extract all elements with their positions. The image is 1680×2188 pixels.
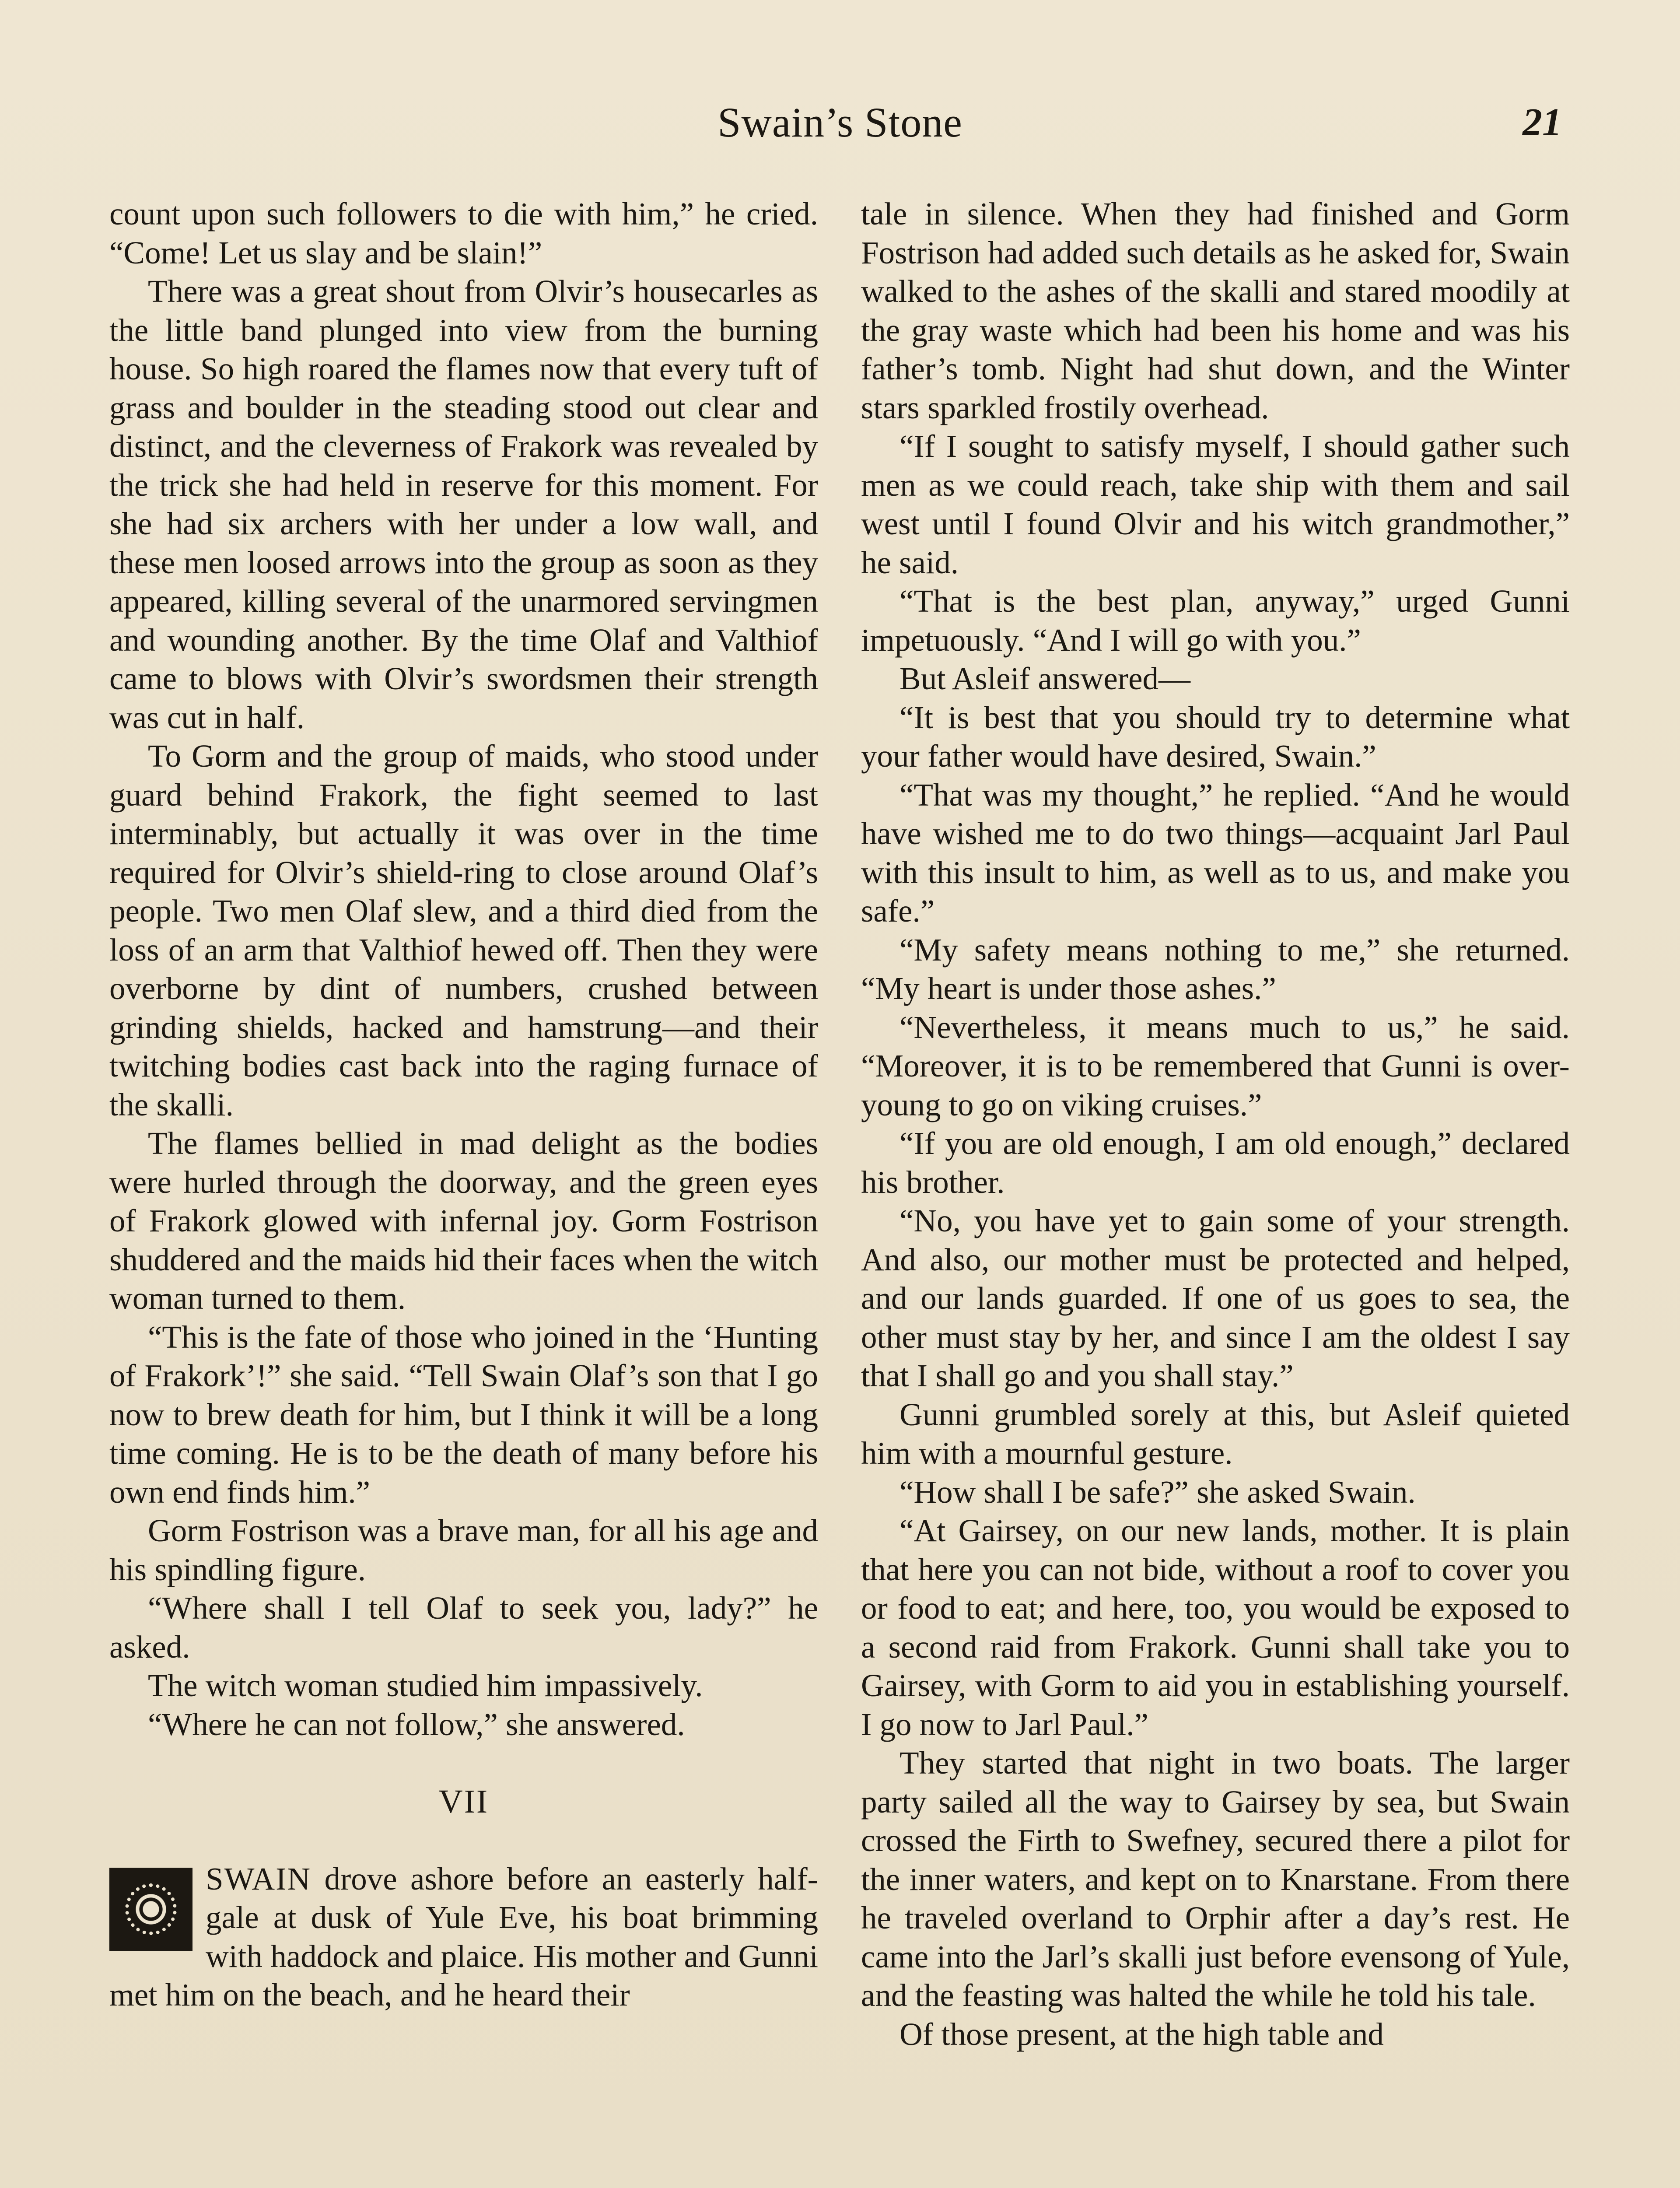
paragraph: “If you are old enough, I am old enough,” declared his brother. bbox=[861, 1126, 1570, 1200]
paragraph: Gunni grumbled sorely at this, but Asleif quieted him with a mournful gesture. bbox=[861, 1396, 1570, 1471]
paragraph: There was a great shout from Olvir’s housecarles as the little band plunged into view from the burning house. So high roared the flames now that every tuft of grass and boulder in the steading stood out clear and distinct, and the cleverness of Frakork was revealed by the trick she had held in reserve for this moment. For she had six archers with her under a low wall, and these men loosed arrows into the group as soon as they appeared, killing several of the unarmored servingmen and wounding another. By the time Olaf and Valthiof came to blows with Olvir’s swordsmen their strength was cut in half. bbox=[109, 274, 818, 735]
ornamental-initial-icon bbox=[109, 1868, 192, 1951]
chapter-heading: VII bbox=[438, 1783, 489, 1820]
paragraph: “My safety means nothing to me,” she returned. “My heart is under those ashes.” bbox=[861, 932, 1570, 1006]
running-title: Swain’s Stone bbox=[718, 99, 962, 146]
paragraph: But Asleif answered— bbox=[900, 661, 1190, 696]
paragraph: “That is the best plan, anyway,” urged Gunni impetuously. “And I will go with you.” bbox=[861, 583, 1570, 658]
paragraph: “Where he can not follow,” she answered. bbox=[148, 1706, 685, 1742]
paragraph: “If I sought to satisfy myself, I should gather such men as we could reach, take ship with them and sail west until I found Olvir and his witch grandmother,” he said. bbox=[861, 428, 1570, 580]
paragraph: “It is best that you should try to determine what your father would have desired, Swain.” bbox=[861, 699, 1570, 774]
paragraph-text: drove ashore before an easterly half-gale at dusk of Yule Eve, his boat brimming with haddock and plaice. His mother and Gunni met him on the beach, and he heard their bbox=[109, 1861, 818, 2013]
paragraph: The flames bellied in mad delight as the bodies were hurled through the doorway, and the green eyes of Frakork glowed with infernal joy. Gorm Fostrison shuddered and the maids hid their faces when the witch woman turned to them. bbox=[109, 1126, 818, 1316]
left-column bbox=[109, 195, 818, 2015]
paragraph: They started that night in two boats. The larger party sailed all the way to Gairsey by sea, but Swain crossed the Firth to Swefney, secured there a pilot for the inner waters, and kept on to Knarstane. From there he traveled overland to Orphir after a day’s rest. He came into the Jarl’s skalli just before evensong of Yule, and the feasting was halted the while he told his tale. bbox=[861, 1745, 1570, 2013]
paragraph: Of those present, at the high table and bbox=[900, 2016, 1384, 2052]
paragraph: The witch woman studied him impassively. bbox=[148, 1668, 703, 1703]
right-column bbox=[861, 195, 1570, 2054]
dropcap-word: SWAIN bbox=[206, 1861, 312, 1897]
paragraph: “Where shall I tell Olaf to seek you, lady?” he asked. bbox=[109, 1590, 818, 1665]
paragraph: tale in silence. When they had finished and Gorm Fostrison had added such details as he asked for, Swain walked to the ashes of the skalli and stared moodily at the gray waste which had been his home and was his father’s tomb. Night had shut down, and the Winter stars sparkled frostily overhead. bbox=[861, 196, 1570, 425]
paragraph: Gorm Fostrison was a brave man, for all his age and his spindling figure. bbox=[109, 1513, 818, 1587]
paragraph: count upon such followers to die with him,” he cried. “Come! Let us slay and be slain!” bbox=[109, 196, 818, 270]
paragraph: “That was my thought,” he replied. “And he would have wished me to do two things—acquaint Jarl Paul with this insult to him, as well as to us, and make you safe.” bbox=[861, 777, 1570, 929]
paragraph: “Nevertheless, it means much to us,” he said. “Moreover, it is to be remembered that Gunni is over-young to go on viking cruises.” bbox=[861, 1009, 1570, 1122]
paragraph: “At Gairsey, on our new lands, mother. It is plain that here you can not bide, without a roof to cover you or food to eat; and here, too, you would be exposed to a second raid from Frakork. Gunni shall take you to Gairsey, with Gorm to aid you in establishing yourself. I go now to Jarl Paul.” bbox=[861, 1513, 1570, 1742]
dropcap-paragraph bbox=[109, 1860, 818, 2015]
paragraph: To Gorm and the group of maids, who stood under guard behind Frakork, the fight seemed to last interminably, but actually it was over in the time required for Olvir’s shield-ring to close around Olaf’s people. Two men Olaf slew, and a third died from the loss of an arm that Valthiof hewed off. Then they were overborne by dint of numbers, crushed between grinding shields, hacked and hamstrung—and their twitching bodies cast back into the raging furnace of the skalli. bbox=[109, 738, 818, 1122]
page-header bbox=[109, 92, 1571, 153]
paragraph: “This is the fate of those who joined in the ‘Hunting of Frakork’!” she said. “Tell Swain Olaf’s son that I go now to brew death for him, but I think it will be a long time coming. He is to be the death of many before his own end finds him.” bbox=[109, 1319, 818, 1510]
page-number: 21 bbox=[1522, 101, 1562, 144]
paragraph: “How shall I be safe?” she asked Swain. bbox=[900, 1474, 1416, 1510]
paragraph: “No, you have yet to gain some of your strength. And also, our mother must be protected and helped, and our lands guarded. If one of us goes to sea, the other must stay by her, and since I am the oldest I say that I shall go and you shall stay.” bbox=[861, 1203, 1570, 1393]
